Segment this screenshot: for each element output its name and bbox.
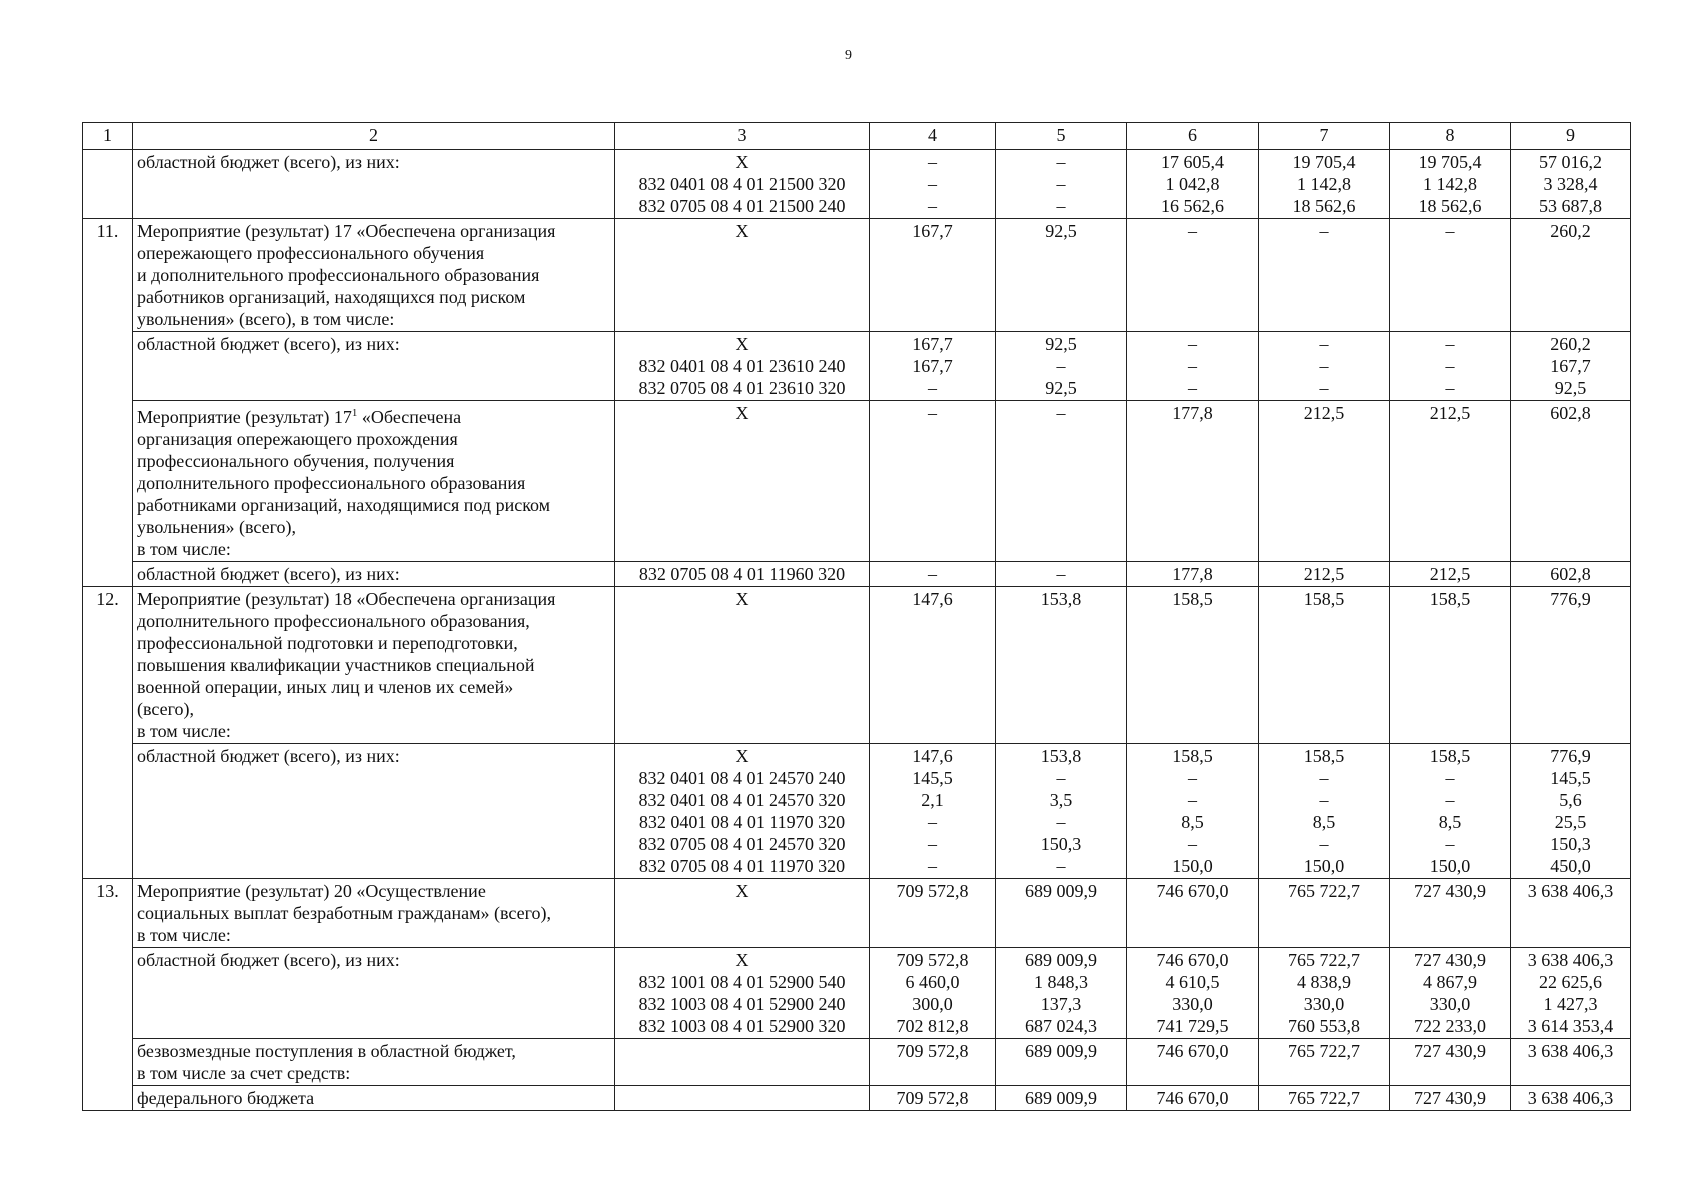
amount-value: 158,5 [1429,589,1471,609]
amount-cell-v7 [1259,219,1390,332]
amount-cell-v9 [1511,948,1631,1039]
amount-value: 145,5 [1550,768,1591,788]
amount-value: 8,5 [1181,812,1204,832]
amount-value: 16 562,6 [1161,196,1224,216]
amount-cell-v9 [1511,744,1631,879]
amount-value: 776,9 [1550,589,1591,609]
amount-value: 746 670,0 [1156,1041,1229,1061]
row-number-cell: 12. [83,587,133,879]
amount-value: 450,0 [1550,856,1591,876]
amount-value: 17 605,4 [1161,152,1224,172]
amount-value: 1 427,3 [1543,994,1598,1014]
budget-code-cell [615,562,870,587]
header-cell: 3 [615,123,870,150]
amount-cell-v7 [1259,562,1390,587]
description-text: областной бюджет (всего), из них: [137,152,400,172]
amount-value: 4 610,5 [1165,972,1220,992]
budget-code: 832 0401 08 4 01 11970 320 [638,812,846,832]
amount-cell-v8 [1390,332,1511,401]
amount-value: – [1056,768,1066,788]
budget-code: X [735,950,749,970]
amount-value: 158,5 [1303,589,1345,609]
amount-value: 53 687,8 [1539,196,1602,216]
amount-value: 150,3 [1040,834,1082,854]
amount-cell-v5 [996,1039,1127,1086]
amount-value: – [1056,812,1066,832]
amount-value: 147,6 [912,746,953,766]
amount-value: 1 848,3 [1034,972,1088,992]
amount-value: 212,5 [1429,564,1471,584]
amount-cell-v9 [1511,587,1631,744]
table-row [83,562,1631,587]
amount-cell-v6 [1127,401,1259,562]
amount-cell-v4 [870,332,996,401]
amount-value: 709 572,8 [896,1088,969,1108]
description-text: «Обеспечена организация опережающего прохождения профессионального обучения, получения дополнительного профессионального образования работниками организаций, находящимися под риском увольнения» (всего), в том числе: [137,407,551,559]
description-cell [133,1039,615,1086]
amount-value: 330,0 [1172,994,1213,1014]
amount-value: 25,5 [1554,812,1587,832]
amount-value: – [1188,768,1197,788]
amount-value: – [1445,834,1455,854]
amount-cell-v4 [870,401,996,562]
amount-value: – [928,152,937,172]
amount-value: 300,0 [912,994,953,1014]
amount-value: – [1056,564,1066,584]
amount-value: 137,3 [1040,994,1082,1014]
budget-code-cell [615,948,870,1039]
amount-cell-v9 [1511,562,1631,587]
amount-value: 746 670,0 [1156,1088,1229,1108]
amount-value: 1 142,8 [1297,174,1351,194]
amount-value: 746 670,0 [1156,950,1229,970]
description-text: Мероприятие (результат) 17 «Обеспечена организация опережающего профессионального обучения и дополнительного профессионального образования работников организаций, находящихся под риском увольнения» (всего), в том числе: [137,221,556,329]
amount-value: 158,5 [1303,746,1345,766]
page-number: 9 [845,48,852,63]
amount-value: 92,5 [1045,221,1077,241]
table-row [83,948,1631,1039]
amount-value: – [1056,152,1066,172]
amount-value: – [1319,768,1329,788]
amount-value: 147,6 [912,589,953,609]
amount-cell-v5 [996,744,1127,879]
amount-cell-v6 [1127,948,1259,1039]
amount-value: – [1319,834,1329,854]
budget-code: X [735,881,749,901]
amount-cell-v4 [870,879,996,948]
amount-value: 92,5 [1554,378,1587,398]
amount-value: 158,5 [1172,589,1213,609]
table-row [83,332,1631,401]
amount-value: 689 009,9 [1025,1041,1097,1061]
amount-cell-v5 [996,587,1127,744]
amount-value: – [1319,378,1329,398]
amount-value: – [928,174,937,194]
amount-cell-v8 [1390,1086,1511,1111]
amount-cell-v6 [1127,744,1259,879]
amount-value: – [928,834,937,854]
row-number-cell: 11. [83,219,133,587]
amount-value: 3 638 406,3 [1527,881,1614,901]
amount-value: – [1056,356,1066,376]
amount-value: – [1319,221,1329,241]
budget-code: 832 1001 08 4 01 52900 540 [638,972,846,992]
budget-code: X [735,334,749,354]
description-superscript: 1 [351,407,358,419]
amount-value: 150,3 [1550,834,1591,854]
amount-cell-v8 [1390,219,1511,332]
amount-value: 3 638 406,3 [1527,1041,1614,1061]
amount-cell-v8 [1390,401,1511,562]
amount-value: – [1319,356,1329,376]
description-text: Мероприятие (результат) 20 «Осуществление социальных выплат безработным гражданам» (всего), в том числе: [137,881,552,945]
budget-code-cell [615,587,870,744]
budget-code-cell [615,879,870,948]
amount-cell-v7 [1259,401,1390,562]
header-cell: 2 [133,123,615,150]
amount-value: – [1445,790,1455,810]
amount-value: 776,9 [1550,746,1591,766]
amount-value: 6 460,0 [905,972,960,992]
header-cell: 6 [1127,123,1259,150]
amount-cell-v5 [996,332,1127,401]
amount-value: 212,5 [1303,403,1345,423]
amount-cell-v9 [1511,1086,1631,1111]
budget-table [82,122,1631,1111]
amount-cell-v4 [870,744,996,879]
amount-value: 145,5 [912,768,953,788]
amount-cell-v4 [870,948,996,1039]
amount-cell-v6 [1127,879,1259,948]
budget-code: X [735,403,749,423]
amount-cell-v7 [1259,1039,1390,1086]
budget-code: 832 0705 08 4 01 11960 320 [638,564,846,584]
table-row [83,150,1631,219]
amount-cell-v5 [996,1086,1127,1111]
table-row [83,879,1631,948]
budget-code: X [735,746,749,766]
amount-cell-v7 [1259,587,1390,744]
amount-value: 1 042,8 [1165,174,1220,194]
amount-value: – [928,403,937,423]
amount-value: 8,5 [1312,812,1336,832]
amount-value: 746 670,0 [1156,881,1229,901]
amount-value: 3 638 406,3 [1527,1088,1614,1108]
amount-cell-v7 [1259,332,1390,401]
amount-cell-v4 [870,219,996,332]
budget-code-cell [615,150,870,219]
amount-value: 177,8 [1172,564,1213,584]
amount-cell-v4 [870,1039,996,1086]
amount-value: 4 867,9 [1423,972,1477,992]
amount-value: 727 430,9 [1414,950,1486,970]
amount-cell-v5 [996,150,1127,219]
amount-value: – [1319,334,1329,354]
amount-cell-v8 [1390,562,1511,587]
amount-value: – [1188,334,1197,354]
budget-code: 832 0401 08 4 01 24570 240 [638,768,846,788]
description-cell [133,1086,615,1111]
amount-value: – [1188,221,1197,241]
amount-cell-v6 [1127,1086,1259,1111]
amount-value: 22 625,6 [1539,972,1602,992]
description-text: безвозмездные поступления в областной бюджет, в том числе за счет средств: [137,1041,516,1083]
amount-value: 709 572,8 [896,950,969,970]
amount-cell-v5 [996,562,1127,587]
amount-value: 260,2 [1550,334,1591,354]
amount-value: 153,8 [1040,746,1082,766]
amount-value: – [1445,356,1455,376]
amount-value: 3 614 353,4 [1527,1016,1614,1036]
amount-value: 150,0 [1303,856,1345,876]
budget-code-cell [615,219,870,332]
amount-cell-v9 [1511,879,1631,948]
amount-value: 167,7 [912,334,953,354]
description-text: Мероприятие (результат) 18 «Обеспечена организация дополнительного профессионального образования, профессиональной подготовки и переподготовки, повышения квалификации участников специальной военной операции, иных лиц и членов их семей» (всего), в том числе: [137,589,556,741]
amount-value: – [1188,834,1197,854]
amount-value: 150,0 [1429,856,1471,876]
amount-cell-v6 [1127,562,1259,587]
amount-value: 167,7 [912,356,953,376]
amount-cell-v7 [1259,879,1390,948]
description-cell [133,401,615,562]
table-row [83,401,1631,562]
amount-value: – [1445,378,1455,398]
amount-value: – [1056,856,1066,876]
table-row [83,744,1631,879]
amount-cell-v6 [1127,1039,1259,1086]
amount-value: 167,7 [912,221,953,241]
row-number-cell [83,150,133,219]
amount-value: 702 812,8 [896,1016,969,1036]
amount-value: 709 572,8 [896,1041,969,1061]
row-number-cell: 13. [83,879,133,1111]
amount-value: 722 233,0 [1414,1016,1486,1036]
budget-code: X [735,152,749,172]
header-cell: 1 [83,123,133,150]
budget-code: X [735,221,749,241]
budget-code: 832 0705 08 4 01 11970 320 [638,856,846,876]
amount-cell-v8 [1390,948,1511,1039]
budget-code-cell [615,401,870,562]
amount-cell-v9 [1511,1039,1631,1086]
amount-cell-v5 [996,879,1127,948]
amount-cell-v5 [996,219,1127,332]
amount-cell-v6 [1127,587,1259,744]
amount-value: 2,1 [921,790,944,810]
amount-value: 212,5 [1429,403,1471,423]
amount-cell-v9 [1511,150,1631,219]
budget-code: X [735,589,749,609]
header-cell: 5 [996,123,1127,150]
amount-cell-v8 [1390,879,1511,948]
amount-value: 765 722,7 [1288,1088,1360,1108]
table-row [83,1039,1631,1086]
description-cell [133,744,615,879]
table-row [83,219,1631,332]
amount-value: 727 430,9 [1414,881,1486,901]
amount-cell-v8 [1390,587,1511,744]
description-text: областной бюджет (всего), из них: [137,564,400,584]
amount-cell-v9 [1511,401,1631,562]
amount-value: 5,6 [1559,790,1582,810]
amount-value: – [1445,221,1455,241]
description-cell [133,562,615,587]
amount-value: 765 722,7 [1288,881,1360,901]
header-cell: 7 [1259,123,1390,150]
amount-value: 689 009,9 [1025,881,1097,901]
amount-cell-v6 [1127,150,1259,219]
budget-code-cell [615,332,870,401]
amount-value: 602,8 [1550,403,1591,423]
budget-code: 832 0401 08 4 01 23610 240 [638,356,846,376]
amount-value: 92,5 [1045,378,1077,398]
description-cell [133,587,615,744]
header-cell: 9 [1511,123,1631,150]
amount-value: 727 430,9 [1414,1088,1486,1108]
amount-value: 18 562,6 [1292,196,1356,216]
table-row [83,1086,1631,1111]
budget-code: 832 1003 08 4 01 52900 240 [638,994,846,1014]
amount-value: – [928,856,937,876]
amount-value: – [1445,334,1455,354]
amount-cell-v4 [870,587,996,744]
amount-value: 57 016,2 [1539,152,1602,172]
description-cell [133,150,615,219]
amount-cell-v8 [1390,744,1511,879]
budget-code: 832 0705 08 4 01 21500 240 [638,196,846,216]
amount-value: 765 722,7 [1288,950,1360,970]
amount-value: 3,5 [1049,790,1073,810]
table-header-row [83,123,1631,150]
amount-value: – [928,564,937,584]
amount-value: – [928,812,937,832]
amount-value: 260,2 [1550,221,1591,241]
amount-cell-v7 [1259,150,1390,219]
amount-value: – [1445,768,1455,788]
amount-cell-v8 [1390,1039,1511,1086]
header-cell: 4 [870,123,996,150]
amount-value: 3 638 406,3 [1527,950,1614,970]
amount-value: 153,8 [1040,589,1082,609]
description-text: федерального бюджета [137,1088,315,1108]
amount-value: 330,0 [1429,994,1471,1014]
amount-value: 689 009,9 [1025,950,1097,970]
amount-value: 177,8 [1172,403,1213,423]
amount-value: – [1056,196,1066,216]
amount-cell-v4 [870,150,996,219]
amount-value: 212,5 [1303,564,1345,584]
amount-cell-v7 [1259,744,1390,879]
description-cell [133,332,615,401]
amount-value: 687 024,3 [1025,1016,1097,1036]
amount-cell-v9 [1511,219,1631,332]
budget-code: 832 0705 08 4 01 23610 320 [638,378,846,398]
budget-code: 832 0401 08 4 01 24570 320 [638,790,846,810]
amount-value: 158,5 [1429,746,1471,766]
amount-value: 689 009,9 [1025,1088,1097,1108]
amount-value: 3 328,4 [1543,174,1598,194]
budget-code-cell [615,1086,870,1111]
budget-code-cell [615,744,870,879]
amount-cell-v5 [996,948,1127,1039]
amount-value: 92,5 [1045,334,1077,354]
amount-cell-v8 [1390,150,1511,219]
description-cell [133,879,615,948]
amount-value: 602,8 [1550,564,1591,584]
amount-value: – [1319,790,1329,810]
amount-value: – [928,196,937,216]
budget-code-cell [615,1039,870,1086]
amount-cell-v9 [1511,332,1631,401]
amount-value: 8,5 [1438,812,1462,832]
amount-cell-v6 [1127,332,1259,401]
budget-code: 832 0401 08 4 01 21500 320 [638,174,846,194]
amount-value: 150,0 [1172,856,1213,876]
amount-cell-v7 [1259,948,1390,1039]
amount-cell-v6 [1127,219,1259,332]
amount-value: – [1188,378,1197,398]
amount-value: 158,5 [1172,746,1213,766]
description-text: областной бюджет (всего), из них: [137,334,400,354]
description-text: Мероприятие (результат) 17 [137,407,352,427]
amount-cell-v7 [1259,1086,1390,1111]
amount-value: 760 553,8 [1288,1016,1360,1036]
amount-value: 18 562,6 [1418,196,1482,216]
budget-code: 832 1003 08 4 01 52900 320 [638,1016,846,1036]
description-cell [133,219,615,332]
amount-cell-v4 [870,1086,996,1111]
amount-value: – [1188,356,1197,376]
amount-value: 19 705,4 [1292,152,1356,172]
amount-cell-v4 [870,562,996,587]
amount-value: 19 705,4 [1418,152,1482,172]
amount-value: 727 430,9 [1414,1041,1486,1061]
budget-code: 832 0705 08 4 01 24570 320 [638,834,846,854]
amount-cell-v5 [996,401,1127,562]
amount-value: 709 572,8 [896,881,969,901]
amount-value: 330,0 [1303,994,1345,1014]
amount-value: – [928,378,937,398]
amount-value: – [1056,403,1066,423]
amount-value: 167,7 [1550,356,1591,376]
amount-value: 765 722,7 [1288,1041,1360,1061]
amount-value: 4 838,9 [1297,972,1351,992]
description-text: областной бюджет (всего), из них: [137,746,400,766]
amount-value: – [1056,174,1066,194]
amount-value: – [1188,790,1197,810]
table-row [83,587,1631,744]
description-text: областной бюджет (всего), из них: [137,950,400,970]
amount-value: 741 729,5 [1156,1016,1229,1036]
description-cell [133,948,615,1039]
amount-value: 1 142,8 [1423,174,1477,194]
header-cell: 8 [1390,123,1511,150]
